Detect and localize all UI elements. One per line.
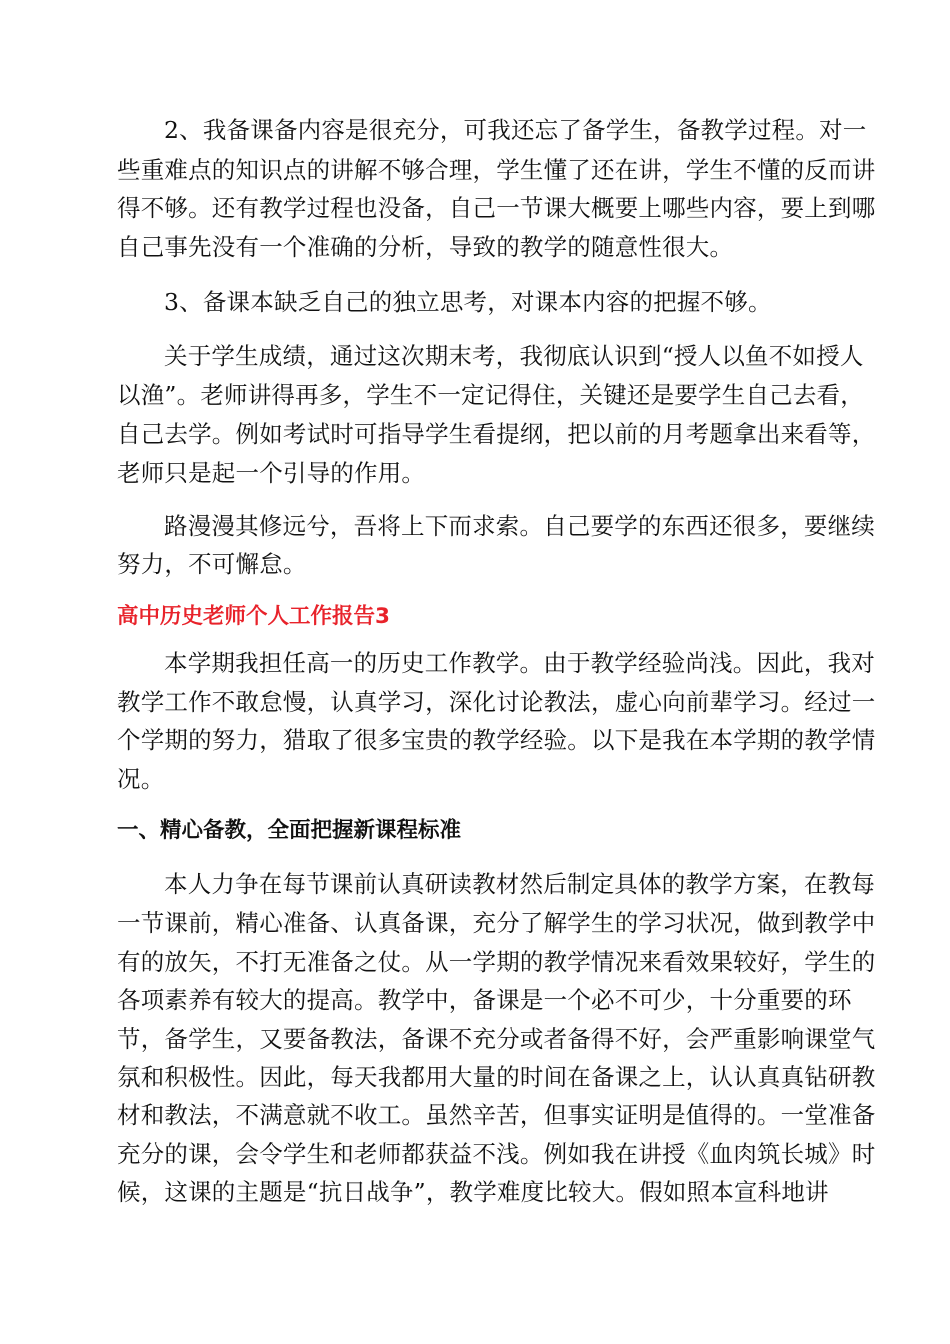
- paragraph-3-line-4: 老师只是起一个引导的作用。: [117, 459, 426, 487]
- paragraph-6-line-5: 节，备学生，又要备教法，备课不充分或者备得不好，会严重影响课堂气: [117, 1025, 876, 1053]
- paragraph-4-line-2: 努力，不可懈怠。: [117, 550, 307, 578]
- paragraph-2-line-1: 3、备课本缺乏自己的独立思考，对课本内容的把握不够。: [164, 288, 772, 316]
- section-title: 高中历史老师个人工作报告3: [117, 604, 390, 629]
- paragraph-6-line-9: 候，这课的主题是“抗日战争”，教学难度比较大。假如照本宣科地讲: [117, 1178, 829, 1206]
- paragraph-3-line-3: 自己去学。例如考试时可指导学生看提纲，把以前的月考题拿出来看等，: [117, 420, 876, 448]
- paragraph-6-line-7: 材和教法，不满意就不收工。虽然辛苦，但事实证明是值得的。一堂准备: [117, 1101, 876, 1129]
- subheading: 一、精心备教，全面把握新课程标准: [117, 818, 462, 843]
- paragraph-6-line-4: 各项素养有较大的提高。教学中，备课是一个必不可少，十分重要的环: [117, 986, 852, 1014]
- paragraph-1-line-2: 些重难点的知识点的讲解不够合理，学生懂了还在讲，学生不懂的反而讲: [117, 156, 876, 184]
- paragraph-6-line-1: 本人力争在每节课前认真研读教材然后制定具体的教学方案，在教每: [164, 870, 875, 898]
- paragraph-4-line-1: 路漫漫其修远兮，吾将上下而求索。自己要学的东西还很多，要继续: [164, 512, 875, 540]
- paragraph-6-line-8: 充分的课，会令学生和老师都获益不浅。例如我在讲授《血肉筑长城》时: [117, 1140, 876, 1168]
- paragraph-1-line-4: 自己事先没有一个准确的分析，导致的教学的随意性很大。: [117, 233, 734, 261]
- paragraph-5-line-2: 教学工作不敢怠慢，认真学习，深化讨论教法，虚心向前辈学习。经过一: [117, 688, 876, 716]
- paragraph-5-line-4: 况。: [117, 765, 165, 793]
- paragraph-6-line-3: 有的放矢，不打无准备之仗。从一学期的教学情况来看效果较好，学生的: [117, 948, 876, 976]
- paragraph-1-line-1: 2、我备课备内容是很充分，可我还忘了备学生，备教学过程。对一: [164, 116, 867, 144]
- paragraph-5-line-1: 本学期我担任高一的历史工作教学。由于教学经验尚浅。因此，我对: [164, 649, 875, 677]
- paragraph-3-line-1: 关于学生成绩，通过这次期末考，我彻底认识到“授人以鱼不如授人: [164, 342, 864, 370]
- paragraph-1-line-3: 得不够。还有教学过程也没备，自己一节课大概要上哪些内容，要上到哪: [117, 194, 876, 222]
- paragraph-5-line-3: 个学期的努力，猎取了很多宝贵的教学经验。以下是我在本学期的教学情: [117, 726, 876, 754]
- paragraph-3-line-2: 以渔”。老师讲得再多，学生不一定记得住，关键还是要学生自己去看，: [117, 381, 864, 409]
- paragraph-6-line-6: 氛和积极性。因此，每天我都用大量的时间在备课之上，认认真真钻研教: [117, 1063, 876, 1091]
- paragraph-6-line-2: 一节课前，精心准备、认真备课，充分了解学生的学习状况，做到教学中: [117, 909, 876, 937]
